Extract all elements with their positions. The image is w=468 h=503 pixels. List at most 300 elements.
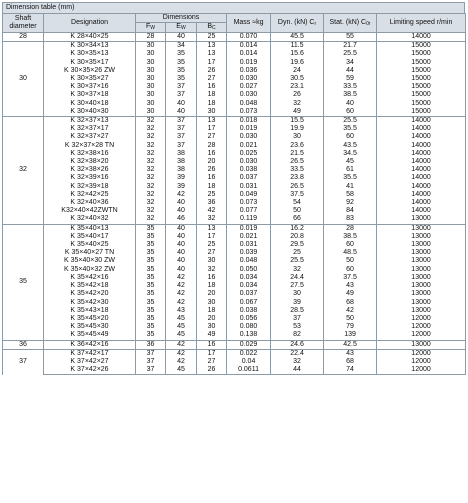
table-row [3, 33, 466, 42]
ew-cell: 40 [166, 224, 197, 233]
stat-cell: 48.5 [324, 249, 377, 257]
table-row [3, 257, 466, 265]
fw-cell: 37 [136, 358, 166, 366]
dyn-cell: 20.8 [271, 233, 324, 241]
bc-cell: 27 [197, 75, 227, 83]
header-limiting-speed: Limiting speed r/min [377, 14, 466, 33]
fw-cell: 32 [136, 166, 166, 174]
bc-cell: 25 [197, 241, 227, 249]
ew-cell: 34 [166, 42, 197, 51]
ew-cell: 38 [166, 166, 197, 174]
bc-cell: 27 [197, 249, 227, 257]
bc-cell: 17 [197, 233, 227, 241]
mass-cell: 0.014 [227, 42, 271, 51]
bc-cell: 30 [197, 257, 227, 265]
ew-cell: 42 [166, 358, 197, 366]
ew-cell: 38 [166, 150, 197, 158]
mass-cell: 0.048 [227, 257, 271, 265]
stat-cell: 55 [324, 33, 377, 42]
bc-cell: 20 [197, 290, 227, 298]
stat-cell: 59 [324, 75, 377, 83]
fw-cell: 28 [136, 33, 166, 42]
speed-cell: 15000 [377, 67, 466, 75]
dyn-cell: 30 [271, 133, 324, 141]
dyn-cell: 24.6 [271, 340, 324, 349]
table-row [3, 133, 466, 141]
speed-cell: 12000 [377, 315, 466, 323]
fw-cell: 32 [136, 158, 166, 166]
ew-cell: 42 [166, 274, 197, 282]
bc-cell: 18 [197, 91, 227, 99]
mass-cell: 0.025 [227, 150, 271, 158]
table-row [3, 83, 466, 91]
designation-cell: K 35×40×25 [44, 241, 136, 249]
speed-cell: 14000 [377, 207, 466, 215]
header-shaft-diameter: Shaft diameter [3, 14, 44, 33]
ew-cell: 37 [166, 117, 197, 126]
stat-cell: 68 [324, 299, 377, 307]
table-row [3, 199, 466, 207]
bc-cell: 20 [197, 158, 227, 166]
dyn-cell: 66 [271, 215, 324, 224]
fw-cell: 32 [136, 117, 166, 126]
bc-cell: 20 [197, 315, 227, 323]
mass-cell: 0.031 [227, 241, 271, 249]
speed-cell: 15000 [377, 100, 466, 108]
fw-cell: 32 [136, 142, 166, 150]
fw-cell: 35 [136, 307, 166, 315]
dyn-cell: 44 [271, 366, 324, 375]
designation-cell: K 35×42×30 [44, 299, 136, 307]
fw-cell: 30 [136, 100, 166, 108]
dyn-cell: 49 [271, 108, 324, 117]
ew-cell: 43 [166, 307, 197, 315]
dyn-cell: 15.6 [271, 50, 324, 58]
bc-cell: 16 [197, 83, 227, 91]
ew-cell: 42 [166, 282, 197, 290]
stat-cell: 28 [324, 224, 377, 233]
bc-cell: 16 [197, 274, 227, 282]
designation-cell: K 32×37×28 TN [44, 142, 136, 150]
shaft-diameter-cell: 28 [3, 33, 44, 42]
mass-cell: 0.050 [227, 266, 271, 274]
table-row [3, 174, 466, 182]
fw-cell: 35 [136, 257, 166, 265]
dimension-table-panel [2, 2, 465, 375]
table-row [3, 59, 466, 67]
speed-cell: 15000 [377, 42, 466, 51]
mass-cell: 0.038 [227, 307, 271, 315]
stat-cell: 74 [324, 366, 377, 375]
ew-cell: 38 [166, 158, 197, 166]
speed-cell: 12000 [377, 331, 466, 340]
table-row [3, 166, 466, 174]
table-row [3, 349, 466, 358]
bc-cell: 18 [197, 307, 227, 315]
stat-cell: 41 [324, 183, 377, 191]
stat-cell: 43.5 [324, 142, 377, 150]
mass-cell: 0.04 [227, 358, 271, 366]
table-row [3, 282, 466, 290]
mass-cell: 0.138 [227, 331, 271, 340]
bc-cell: 18 [197, 183, 227, 191]
mass-cell: 0.022 [227, 349, 271, 358]
table-row [3, 249, 466, 257]
dyn-cell: 37 [271, 315, 324, 323]
designation-cell: K 30×34×13 [44, 42, 136, 51]
bc-cell: 16 [197, 174, 227, 182]
stat-cell: 42.5 [324, 340, 377, 349]
stat-cell: 35.5 [324, 125, 377, 133]
table-row [3, 274, 466, 282]
dyn-cell: 24 [271, 67, 324, 75]
bc-cell: 30 [197, 299, 227, 307]
dyn-cell: 32 [271, 358, 324, 366]
speed-cell: 14000 [377, 117, 466, 126]
mass-cell: 0.030 [227, 75, 271, 83]
ew-cell: 35 [166, 59, 197, 67]
dyn-cell: 53 [271, 323, 324, 331]
stat-cell: 33.5 [324, 83, 377, 91]
speed-cell: 14000 [377, 183, 466, 191]
designation-cell: K 30×37×16 [44, 83, 136, 91]
bc-cell: 17 [197, 349, 227, 358]
ew-cell: 42 [166, 349, 197, 358]
stat-cell: 83 [324, 215, 377, 224]
ew-cell: 45 [166, 366, 197, 375]
bc-cell: 32 [197, 266, 227, 274]
designation-cell: K 32×42×25 [44, 191, 136, 199]
speed-cell: 12000 [377, 323, 466, 331]
designation-cell: K 35×43×18 [44, 307, 136, 315]
speed-cell: 14000 [377, 191, 466, 199]
speed-cell: 13000 [377, 340, 466, 349]
mass-cell: 0.073 [227, 199, 271, 207]
dyn-cell: 15.5 [271, 117, 324, 126]
shaft-diameter-cell: 36 [3, 340, 44, 349]
ew-cell: 40 [166, 100, 197, 108]
designation-cell: K32×40×42ZWTN [44, 207, 136, 215]
designation-cell: K 30×35×27 [44, 75, 136, 83]
dyn-cell: 30.5 [271, 75, 324, 83]
mass-cell: 0.077 [227, 207, 271, 215]
bc-cell: 13 [197, 42, 227, 51]
table-row [3, 307, 466, 315]
designation-cell: K 37×42×26 [44, 366, 136, 375]
dyn-cell: 33.5 [271, 166, 324, 174]
stat-cell: 43 [324, 349, 377, 358]
shaft-diameter-cell: 32 [3, 117, 44, 225]
table-row [3, 91, 466, 99]
speed-cell: 13000 [377, 266, 466, 274]
stat-cell: 25.5 [324, 50, 377, 58]
table-row [3, 290, 466, 298]
ew-cell: 35 [166, 75, 197, 83]
table-row [3, 358, 466, 366]
shaft-diameter-cell: 37 [3, 349, 44, 375]
ew-cell: 42 [166, 340, 197, 349]
mass-cell: 0.037 [227, 290, 271, 298]
speed-cell: 14000 [377, 166, 466, 174]
stat-cell: 60 [324, 266, 377, 274]
stat-cell: 25.5 [324, 117, 377, 126]
dyn-cell: 27.5 [271, 282, 324, 290]
table-row [3, 67, 466, 75]
mass-cell: 0.039 [227, 249, 271, 257]
ew-cell: 40 [166, 241, 197, 249]
fw-cell: 30 [136, 75, 166, 83]
speed-cell: 13000 [377, 274, 466, 282]
bc-cell: 30 [197, 108, 227, 117]
stat-cell: 38.5 [324, 233, 377, 241]
designation-cell: K 37×42×17 [44, 349, 136, 358]
table-row [3, 117, 466, 126]
bc-cell: 30 [197, 323, 227, 331]
stat-cell: 50 [324, 315, 377, 323]
speed-cell: 12000 [377, 358, 466, 366]
ew-cell: 40 [166, 233, 197, 241]
fw-cell: 35 [136, 290, 166, 298]
designation-cell: K 30×35×26 ZW [44, 67, 136, 75]
bc-cell: 17 [197, 125, 227, 133]
mass-cell: 0.019 [227, 224, 271, 233]
ew-cell: 40 [166, 108, 197, 117]
bc-cell: 26 [197, 67, 227, 75]
dyn-cell: 82 [271, 331, 324, 340]
stat-cell: 68 [324, 358, 377, 366]
fw-cell: 30 [136, 108, 166, 117]
table-row [3, 340, 466, 349]
designation-cell: K 35×40×32 ZW [44, 266, 136, 274]
ew-cell: 45 [166, 323, 197, 331]
table-row [3, 150, 466, 158]
fw-cell: 36 [136, 340, 166, 349]
dyn-cell: 23.1 [271, 83, 324, 91]
stat-cell: 92 [324, 199, 377, 207]
speed-cell: 13000 [377, 224, 466, 233]
designation-cell: K 30×40×18 [44, 100, 136, 108]
table-row [3, 331, 466, 340]
header-mass: Mass ≈kg [227, 14, 271, 33]
ew-cell: 39 [166, 174, 197, 182]
table-row [3, 233, 466, 241]
ew-cell: 40 [166, 249, 197, 257]
stat-cell: 38.5 [324, 91, 377, 99]
mass-cell: 0.036 [227, 67, 271, 75]
dyn-cell: 37.5 [271, 191, 324, 199]
speed-cell: 14000 [377, 142, 466, 150]
speed-cell: 14000 [377, 199, 466, 207]
bc-cell: 13 [197, 50, 227, 58]
bc-cell: 16 [197, 150, 227, 158]
ew-cell: 37 [166, 83, 197, 91]
ew-cell: 40 [166, 33, 197, 42]
mass-cell: 0.021 [227, 142, 271, 150]
speed-cell: 13000 [377, 299, 466, 307]
mass-cell: 0.018 [227, 117, 271, 126]
header-static-load: Stat. (kN) $C_{0r}$ [324, 14, 377, 33]
dyn-cell: 45.5 [271, 33, 324, 42]
speed-cell: 15000 [377, 108, 466, 117]
shaft-diameter-cell: 35 [3, 224, 44, 340]
speed-cell: 15000 [377, 59, 466, 67]
speed-cell: 14000 [377, 33, 466, 42]
designation-cell: K 35×40×17 [44, 233, 136, 241]
speed-cell: 13000 [377, 290, 466, 298]
speed-cell: 15000 [377, 91, 466, 99]
table-row [3, 50, 466, 58]
table-row [3, 323, 466, 331]
designation-cell: K 32×37×13 [44, 117, 136, 126]
mass-cell: 0.030 [227, 133, 271, 141]
dyn-cell: 39 [271, 299, 324, 307]
fw-cell: 35 [136, 282, 166, 290]
dyn-cell: 26.5 [271, 158, 324, 166]
fw-cell: 32 [136, 150, 166, 158]
speed-cell: 13000 [377, 233, 466, 241]
stat-cell: 40 [324, 100, 377, 108]
table-row [3, 75, 466, 83]
speed-cell: 13000 [377, 249, 466, 257]
dyn-cell: 54 [271, 199, 324, 207]
designation-cell: K 32×38×20 [44, 158, 136, 166]
bc-cell: 42 [197, 207, 227, 215]
designation-cell: K 37×42×27 [44, 358, 136, 366]
stat-cell: 50 [324, 257, 377, 265]
stat-cell: 34.5 [324, 150, 377, 158]
fw-cell: 35 [136, 323, 166, 331]
bc-cell: 13 [197, 224, 227, 233]
fw-cell: 32 [136, 183, 166, 191]
table-row [3, 366, 466, 375]
designation-cell: K 32×38×16 [44, 150, 136, 158]
mass-cell: 0.038 [227, 166, 271, 174]
designation-cell: K 35×45×20 [44, 315, 136, 323]
mass-cell: 0.030 [227, 158, 271, 166]
mass-cell: 0.056 [227, 315, 271, 323]
fw-cell: 30 [136, 91, 166, 99]
fw-cell: 30 [136, 83, 166, 91]
fw-cell: 32 [136, 125, 166, 133]
fw-cell: 35 [136, 299, 166, 307]
fw-cell: 35 [136, 266, 166, 274]
table-row [3, 108, 466, 117]
designation-cell: K 30×40×30 [44, 108, 136, 117]
ew-cell: 37 [166, 133, 197, 141]
bc-cell: 26 [197, 366, 227, 375]
dyn-cell: 25 [271, 249, 324, 257]
designation-cell: K 32×39×18 [44, 183, 136, 191]
speed-cell: 12000 [377, 366, 466, 375]
fw-cell: 35 [136, 315, 166, 323]
fw-cell: 35 [136, 224, 166, 233]
bc-cell: 16 [197, 340, 227, 349]
bc-cell: 17 [197, 59, 227, 67]
bc-cell: 27 [197, 133, 227, 141]
table-row [3, 158, 466, 166]
mass-cell: 0.073 [227, 108, 271, 117]
header-ew: $E_W$ [166, 23, 197, 33]
ew-cell: 45 [166, 331, 197, 340]
bc-cell: 28 [197, 142, 227, 150]
mass-cell: 0.014 [227, 50, 271, 58]
mass-cell: 0.037 [227, 174, 271, 182]
dyn-cell: 26.5 [271, 183, 324, 191]
mass-cell: 0.027 [227, 83, 271, 91]
ew-cell: 45 [166, 315, 197, 323]
mass-cell: 0.021 [227, 233, 271, 241]
speed-cell: 15000 [377, 50, 466, 58]
ew-cell: 37 [166, 91, 197, 99]
stat-cell: 42 [324, 307, 377, 315]
designation-cell: K 32×40×36 [44, 199, 136, 207]
mass-cell: 0.034 [227, 282, 271, 290]
ew-cell: 42 [166, 290, 197, 298]
ew-cell: 40 [166, 199, 197, 207]
designation-cell: K 35×45×30 [44, 323, 136, 331]
speed-cell: 14000 [377, 174, 466, 182]
table-row [3, 299, 466, 307]
stat-cell: 44 [324, 67, 377, 75]
table-row [3, 142, 466, 150]
speed-cell: 14000 [377, 125, 466, 133]
ew-cell: 35 [166, 50, 197, 58]
mass-cell: 0.070 [227, 33, 271, 42]
fw-cell: 32 [136, 174, 166, 182]
speed-cell: 12000 [377, 349, 466, 358]
dyn-cell: 16.2 [271, 224, 324, 233]
table-row [3, 191, 466, 199]
table-row [3, 183, 466, 191]
ew-cell: 46 [166, 215, 197, 224]
designation-cell: K 35×42×16 [44, 274, 136, 282]
stat-cell: 58 [324, 191, 377, 199]
ew-cell: 42 [166, 191, 197, 199]
dimension-table [2, 13, 466, 375]
table-row [3, 241, 466, 249]
designation-cell: K 35×42×18 [44, 282, 136, 290]
bc-cell: 25 [197, 33, 227, 42]
ew-cell: 37 [166, 125, 197, 133]
stat-cell: 60 [324, 241, 377, 249]
dyn-cell: 19.9 [271, 125, 324, 133]
fw-cell: 35 [136, 331, 166, 340]
ew-cell: 37 [166, 142, 197, 150]
stat-cell: 139 [324, 331, 377, 340]
table-row [3, 207, 466, 215]
mass-cell: 0.029 [227, 340, 271, 349]
stat-cell: 34 [324, 59, 377, 67]
speed-cell: 15000 [377, 83, 466, 91]
dyn-cell: 23.8 [271, 174, 324, 182]
fw-cell: 32 [136, 207, 166, 215]
header-bc: $B_C$ [197, 23, 227, 33]
speed-cell: 13000 [377, 307, 466, 315]
bc-cell: 25 [197, 191, 227, 199]
speed-cell: 15000 [377, 75, 466, 83]
dyn-cell: 32 [271, 100, 324, 108]
shaft-diameter-cell: 30 [3, 42, 44, 117]
speed-cell: 14000 [377, 158, 466, 166]
designation-cell: K 35×40×30 ZW [44, 257, 136, 265]
designation-cell: K 35×40×13 [44, 224, 136, 233]
speed-cell: 14000 [377, 133, 466, 141]
table-row [3, 266, 466, 274]
stat-cell: 43 [324, 282, 377, 290]
speed-cell: 13000 [377, 257, 466, 265]
table-row [3, 100, 466, 108]
bc-cell: 27 [197, 358, 227, 366]
